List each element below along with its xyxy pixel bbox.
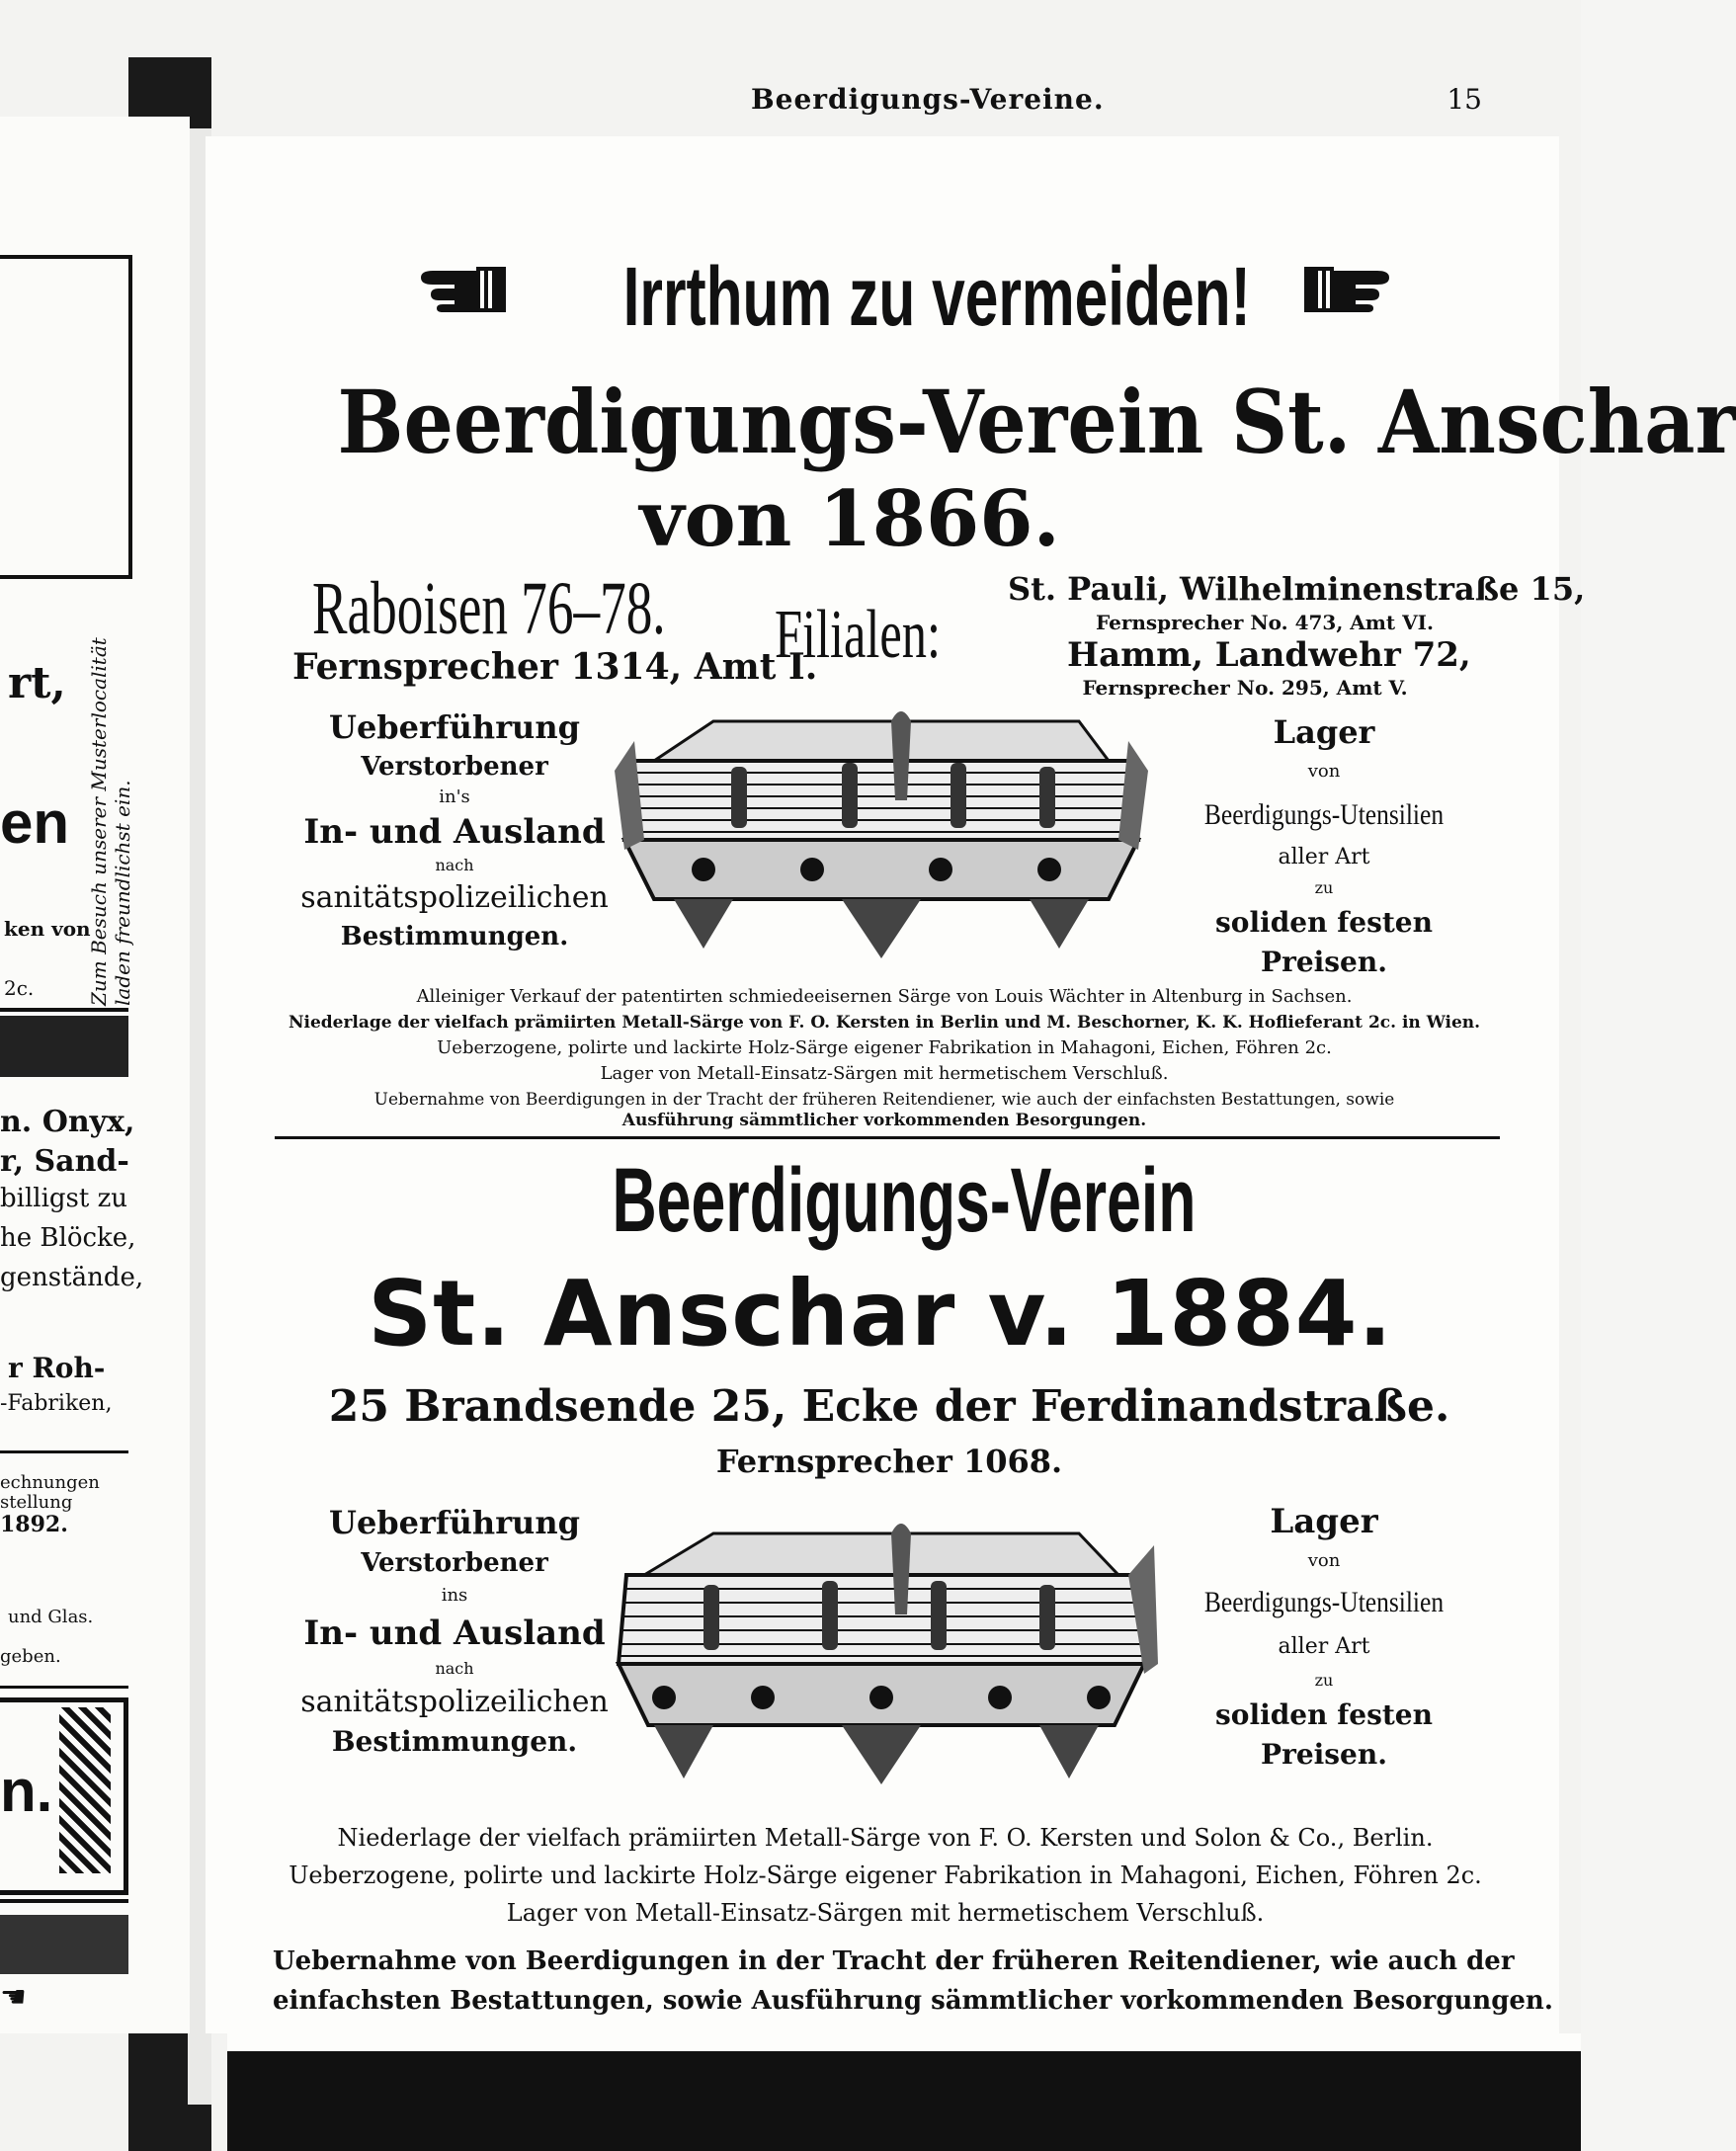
left-fragment: n. Onyx, — [0, 1105, 135, 1139]
page-number: 15 — [1447, 83, 1482, 116]
ad2-left-line: sanitätspolizeilichen — [300, 1685, 609, 1719]
ad1-note: Uebernahme von Beerdigungen in der Tracht der früheren Reitendiener, wie auch der einfachsten Bestattungen, sowie — [373, 1090, 1395, 1110]
left-fragment: genstände, — [0, 1263, 144, 1292]
pointing-hand-icon — [1300, 261, 1395, 318]
vertical-note-line: Zum Besuch unserer Musterlocalität — [87, 637, 111, 1006]
ad2-note: einfachsten Bestattungen, sowie Ausführung sämmtlicher vorkommenden Besorgungen. — [273, 1986, 1553, 2016]
left-fragment: rt, — [8, 658, 66, 708]
page-edge — [227, 2033, 1581, 2051]
left-fragment: r, Sand- — [0, 1144, 129, 1179]
ad2-note: Lager von Metall-Einsatz-Särgen mit hermetischem Verschluß. — [506, 1899, 1265, 1927]
ad2-left-line: Verstorbener — [361, 1548, 548, 1578]
ad1-address-main: Raboisen 76–78. — [312, 567, 666, 650]
page-header — [287, 83, 1482, 123]
left-fragment: n. — [0, 1758, 53, 1824]
ad1-left-column — [267, 705, 642, 972]
coffin-illustration — [615, 702, 1148, 968]
pointing-hand-icon: ☚ — [0, 1980, 27, 2015]
ad2-right-line: Lager — [1270, 1502, 1378, 1541]
ad2-right-line: soliden festen Preisen. — [1215, 1698, 1433, 1771]
ad2-left-line: ins — [441, 1585, 468, 1606]
ad1-right-line: von — [1307, 761, 1341, 782]
ad1-left-line: In- und Ausland — [303, 812, 606, 852]
coffin-illustration — [605, 1516, 1158, 1792]
ad2-left-line: Bestimmungen. — [331, 1725, 578, 1758]
ad1-left-line: Bestimmungen. — [340, 922, 569, 951]
left-divider — [0, 1450, 128, 1453]
ad2-right-line: aller Art — [1278, 1634, 1370, 1659]
left-fragment: echnungen — [0, 1472, 100, 1493]
left-fragment: ken von — [4, 917, 91, 941]
ad1-right-line: zu — [1314, 878, 1334, 897]
left-fragment: billigst zu — [0, 1184, 128, 1213]
ad2-address: 25 Brandsende 25, Ecke der Ferdinandstraße. — [328, 1381, 1450, 1432]
ad1-note: Ausführung sämmtlicher vorkommenden Besorgungen. — [621, 1111, 1147, 1130]
ad1-left-line: in's — [439, 786, 470, 807]
ad1-right-column — [1156, 709, 1492, 976]
left-page — [0, 117, 190, 2033]
ad1-left-line: Verstorbener — [361, 752, 548, 782]
vertical-note — [87, 637, 146, 1006]
ad1-year-line: von 1866. — [639, 474, 1060, 564]
ad2-right-line: von — [1307, 1550, 1341, 1571]
left-divider — [0, 1008, 128, 1012]
ad1-right-line: aller Art — [1278, 845, 1370, 869]
ad1-phone-main: Fernsprecher 1314, Amt I. — [292, 646, 818, 688]
ad2-subtitle: St. Anschar v. 1884. — [368, 1261, 1393, 1366]
ad1-branch-2: Hamm, Landwehr 72, — [1067, 635, 1471, 675]
ad1-note: Lager von Metall-Einsatz-Särgen mit hermetischem Verschluß. — [600, 1063, 1169, 1084]
left-fragment: he Blöcke, — [0, 1223, 136, 1253]
left-fragment: -Fabriken, — [0, 1391, 113, 1416]
ad1-branch-1: St. Pauli, Wilhelminenstraße 15, — [1008, 570, 1586, 608]
ad2-left-line: nach — [435, 1659, 474, 1678]
left-fragment: r Roh- — [8, 1352, 106, 1384]
ad1-branch-1-phone: Fernsprecher No. 473, Amt VI. — [1096, 611, 1434, 634]
left-ornament-pattern — [59, 1707, 111, 1873]
left-dark-block — [0, 1016, 128, 1077]
left-fragment: stellung — [0, 1492, 73, 1513]
ad2-left-column — [277, 1500, 632, 1777]
left-ad-box-top — [0, 255, 132, 579]
ad1-note: Alleiniger Verkauf der patentirten schmiedeeisernen Särge von Louis Wächter in Altenburg in Sachsen. — [416, 986, 1353, 1007]
ad2-left-line: Ueberführung — [329, 1504, 580, 1541]
ad2-right-line: zu — [1314, 1671, 1334, 1690]
left-fragment: geben. — [0, 1646, 61, 1667]
ad1-note: Ueberzogene, polirte und lackirte Holz-Särge eigener Fabrikation in Mahagoni, Eichen, Föhren 2c. — [437, 1037, 1332, 1058]
ad2-title: Beerdigungs-Verein — [612, 1150, 1197, 1251]
ad1-left-line: sanitätspolizeilichen — [300, 880, 609, 915]
ad1-headline: Irrthum zu vermeiden! — [622, 250, 1251, 343]
left-fragment: und Glas. — [8, 1607, 94, 1627]
ad2-note: Uebernahme von Beerdigungen in der Tracht der früheren Reitendiener, wie auch der — [273, 1946, 1515, 1976]
running-title: Beerdigungs-Vereine. — [751, 83, 1105, 116]
left-divider — [0, 1686, 128, 1689]
ad2-left-line: In- und Ausland — [303, 1613, 606, 1653]
ad1-right-line: Beerdigungs-Utensilien — [1203, 798, 1445, 831]
ad1-title: Beerdigungs-Verein St. Anschar — [337, 371, 1736, 473]
left-fragment: 2c. — [4, 976, 35, 1000]
ad1-filialen-label: Filialen: — [775, 597, 941, 673]
ad2-note: Niederlage der vielfach prämiirten Metall-Särge von F. O. Kersten und Solon & Co., Berlin. — [337, 1824, 1434, 1852]
ad1-left-line: Ueberführung — [329, 708, 580, 746]
ad1-left-line: nach — [435, 856, 474, 874]
ad2-phone: Fernsprecher 1068. — [715, 1443, 1063, 1480]
vertical-note-line: laden freundlichst ein. — [111, 780, 134, 1006]
ad2-right-column — [1156, 1498, 1492, 1775]
ad1-right-line: soliden festen Preisen. — [1215, 906, 1433, 978]
ad1-right-line: Lager — [1273, 713, 1375, 751]
ad1-branch-2-phone: Fernsprecher No. 295, Amt V. — [1082, 676, 1408, 700]
ad1-note: Niederlage der vielfach prämiirten Metall-Särge von F. O. Kersten in Berlin und M. Beschorner, K. K. Hoflieferant 2c. in Wien. — [288, 1013, 1481, 1033]
left-divider — [0, 1899, 128, 1903]
left-dark-block — [0, 1915, 128, 1974]
ad2-right-line: Beerdigungs-Utensilien — [1203, 1586, 1445, 1618]
left-fragment: 1892. — [0, 1512, 68, 1537]
ad-separator — [275, 1136, 1500, 1139]
ad2-note: Ueberzogene, polirte und lackirte Holz-Särge eigener Fabrikation in Mahagoni, Eichen, Föhren 2c. — [289, 1861, 1482, 1889]
left-fragment: en — [0, 789, 70, 856]
pointing-hand-icon — [415, 261, 510, 318]
